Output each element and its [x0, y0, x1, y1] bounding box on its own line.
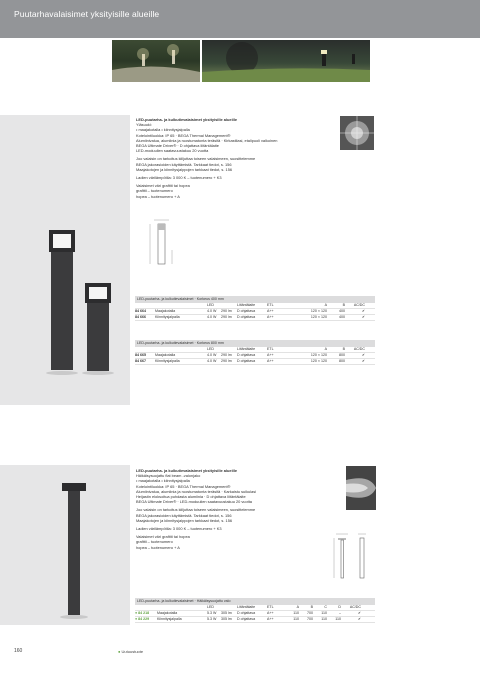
th	[221, 605, 237, 610]
s2-line: Heijastin eloksoitua puhdasta alumiinia · D ohjattava liitäntälaite	[136, 494, 246, 500]
td: A++	[267, 359, 274, 363]
td: A++	[267, 353, 274, 357]
s1-line: BEGA jakorasioiden käyttämistä. Tarkkaat tiedot, s. 156	[136, 161, 232, 167]
new-product-dot-icon: ●	[118, 649, 121, 654]
page-header	[0, 0, 480, 38]
th: C	[324, 605, 327, 609]
td: A++	[267, 617, 274, 621]
table2-caption: LED-puutarha- ja kulkutievalaisimet · Korkeus 800 mm	[135, 340, 375, 347]
section2-heading: LED-puutarha- ja kulkutievalaisimet yksityisille alueille	[136, 468, 237, 473]
s1-line: grafitti – tuotenumero	[136, 188, 173, 194]
dimension-drawing-1	[146, 210, 186, 290]
s2-line: Ladien värilämpötila: 3 000 K – tuotenumero + K3	[136, 526, 222, 532]
td: 400	[339, 315, 345, 319]
th: LED	[207, 347, 214, 351]
light-distribution-diagram-1	[340, 116, 374, 150]
td: ✔	[361, 359, 365, 363]
td: 700	[307, 611, 313, 615]
td: 5.3 W	[207, 617, 217, 621]
product-image-panel-1	[0, 115, 130, 405]
td: 120 × 120	[310, 353, 327, 357]
td: ✔	[361, 353, 365, 357]
td: 120 × 120	[310, 309, 327, 313]
td: 4.0 W	[207, 309, 217, 313]
td: 110	[321, 617, 327, 621]
td: D ohjattava	[237, 611, 256, 615]
th	[157, 605, 207, 610]
footer-legend	[118, 649, 143, 654]
td: 400	[339, 309, 345, 313]
s2-line: hopea – tuotenumero + A	[136, 544, 180, 550]
th: A	[324, 303, 327, 307]
td: 120 × 120	[310, 315, 327, 319]
light-distribution-art-1	[340, 116, 374, 150]
td: ✔	[357, 617, 361, 621]
th	[135, 303, 155, 308]
td: Maajakotalla	[157, 611, 178, 615]
th	[135, 605, 157, 610]
s2-line: BEGA Ultimate Driver® · LED-moduulien saatavuustakuu 20 vuotta	[136, 499, 252, 505]
s2-line: Valaisimet väri grafitti tai hopea	[136, 534, 190, 540]
td: 290 lm	[221, 353, 232, 357]
light-distribution-diagram-2	[346, 466, 376, 510]
table1-caption: LED-puutarha- ja kulkutievalaisimet · Korkeus 400 mm	[135, 296, 375, 303]
td: ✔	[361, 309, 365, 313]
garden-photo-left-art	[112, 40, 200, 82]
th: LED	[207, 303, 214, 307]
footer-legend-label: Uutuustuote	[121, 649, 144, 654]
th: AC/DC	[353, 303, 365, 307]
product-table-2	[135, 340, 375, 365]
th: AC/DC	[349, 605, 361, 609]
th: AC/DC	[353, 347, 365, 351]
section2-description	[136, 468, 336, 550]
td: 84 667	[135, 359, 146, 363]
th: ETL	[267, 347, 274, 351]
s2-line: Häikäisysuojattu flat beam -valonjako	[136, 473, 201, 479]
section1-description	[136, 117, 336, 199]
dimension-drawing-1-art	[146, 210, 186, 290]
td: A++	[267, 315, 274, 319]
th: A	[324, 347, 327, 351]
td: ● 84 218	[135, 611, 150, 615]
td: ● 84 229	[135, 617, 150, 621]
th	[135, 347, 155, 352]
s1-line: Maajakotojen ja kiinnitysjalppojen tarkkaat tiedot, s. 156	[136, 166, 233, 172]
td: 4.0 W	[207, 315, 217, 319]
th	[155, 303, 207, 308]
s2-line: BEGA jakorasioiden käyttämistä. Tarkkaat tiedot, s. 156	[136, 512, 232, 518]
s1-line: BEGA Ultimate Driver® · D ohjattava liitäntälaite	[136, 143, 219, 149]
td: A++	[267, 309, 274, 313]
td: –	[339, 611, 341, 615]
dimension-drawing-2	[330, 530, 376, 590]
product-table-3	[135, 598, 375, 623]
td: 110	[293, 611, 299, 615]
th: Liitäntälaite	[237, 347, 256, 351]
bollard-pair-illustration	[0, 115, 130, 405]
s2-line: Maajakotojen ja kiinnitysjalppojen tarkkaat tiedot, s. 156	[136, 517, 233, 523]
td: 305 lm	[221, 611, 232, 615]
th: D	[338, 605, 341, 609]
td: 4.0 W	[207, 359, 217, 363]
td: 5.3 W	[207, 611, 217, 615]
s1-line: Alumiinivalua, alumiinia ja ruostumatonta teräsitä · Kirkastilasi, etalipuoli valkoinen	[136, 137, 278, 143]
td: 110	[293, 617, 299, 621]
s1-line: LED-moduulien saatavuustakuu 20 vuotta	[136, 148, 209, 154]
th: ETL	[267, 605, 274, 609]
s2-line: Alumiinivalua, alumiinia ja ruostumatonta teräsitä · Karkaistu suikulasi	[136, 488, 257, 494]
light-distribution-art-2	[346, 466, 376, 510]
td: ✔	[357, 611, 361, 615]
table-row	[135, 617, 375, 623]
td: 84 665	[135, 353, 146, 357]
td: Kiinnitysjalpalla	[155, 359, 180, 363]
th: B	[310, 605, 313, 609]
s1-line: Valaisimet väri grafitti tai hopea	[136, 183, 190, 189]
th: B	[342, 347, 345, 351]
td: D ohjattava	[237, 309, 256, 313]
s1-line: • maajakotalla • kiinnitysjalpalla	[136, 127, 190, 133]
th: B	[342, 303, 345, 307]
td: Kiinnitysjalpalla	[155, 315, 180, 319]
table-row	[135, 359, 375, 365]
th: Liitäntälaite	[237, 605, 256, 609]
garden-photo-right-art	[202, 40, 370, 82]
td: 84 664	[135, 309, 146, 313]
page-title: Puutarhavalaisimet yksityisille alueille	[14, 9, 160, 19]
td: Maajakotalla	[155, 309, 176, 313]
td: 290 lm	[221, 315, 232, 319]
s1-line: Yläsuuki:	[136, 122, 152, 128]
table-row	[135, 315, 375, 321]
table3-caption: LED-puutarha- ja kulkutievalaisimet · Häikäisysuojattu valo	[135, 598, 375, 605]
th	[221, 303, 237, 308]
garden-photo-left	[112, 40, 200, 82]
td: 800	[339, 359, 345, 363]
td: D ohjattava	[237, 315, 256, 319]
s2-line: Kotelointiluokka: IP 65 · BEGA Thermal Management®	[136, 483, 231, 489]
td: 84 666	[135, 315, 146, 319]
td: Maajakotalla	[155, 353, 176, 357]
s2-line: grafitti – tuotenumero	[136, 539, 173, 545]
td: D ohjattava	[237, 359, 256, 363]
s2-line: Joo valaisin on tarkoitus kiiljuttaa toiseen valaisimeen, suosittelemme	[136, 507, 256, 513]
dimension-drawing-2-art	[330, 530, 376, 590]
th: A	[296, 605, 299, 609]
td: D ohjattava	[237, 617, 256, 621]
th: LED	[207, 605, 214, 609]
td: Kiinnitysjalpalla	[157, 617, 182, 621]
td: 4.0 W	[207, 353, 217, 357]
section1-heading: LED-puutarha- ja kulkutievalaisimet yksityisille alueille	[136, 117, 237, 122]
td: 110	[321, 611, 327, 615]
td: 290 lm	[221, 359, 232, 363]
product-table-1	[135, 296, 375, 321]
td: 120 × 120	[310, 359, 327, 363]
td: 110	[335, 617, 341, 621]
s1-line: Ladien värilämpötila: 3 000 K – tuotenumero + K3	[136, 175, 222, 181]
s1-line: Joo valaisin on tarkoitus kiiljuttaa toiseen valaisimeen, suosittelemme	[136, 156, 256, 162]
td: A++	[267, 611, 274, 615]
th	[221, 347, 237, 352]
product-image-panel-2	[0, 465, 130, 625]
td: 700	[307, 617, 313, 621]
garden-photo-right	[202, 40, 370, 82]
th: ETL	[267, 303, 274, 307]
td: 305 lm	[221, 617, 232, 621]
td: ✔	[361, 315, 365, 319]
td: 290 lm	[221, 309, 232, 313]
th: Liitäntälaite	[237, 303, 256, 307]
s1-line: hopea – tuotenumero + A	[136, 193, 180, 199]
th	[155, 347, 207, 352]
td: D ohjattava	[237, 353, 256, 357]
s2-line: • maajakotalla • kiinnitysjalpalla	[136, 478, 190, 484]
s1-line: Kotelointiluokka: IP 65 · BEGA Thermal Management®	[136, 132, 231, 138]
td: 800	[339, 353, 345, 357]
flat-beam-bollard-illustration	[0, 465, 130, 625]
page-number: 160	[14, 648, 23, 654]
